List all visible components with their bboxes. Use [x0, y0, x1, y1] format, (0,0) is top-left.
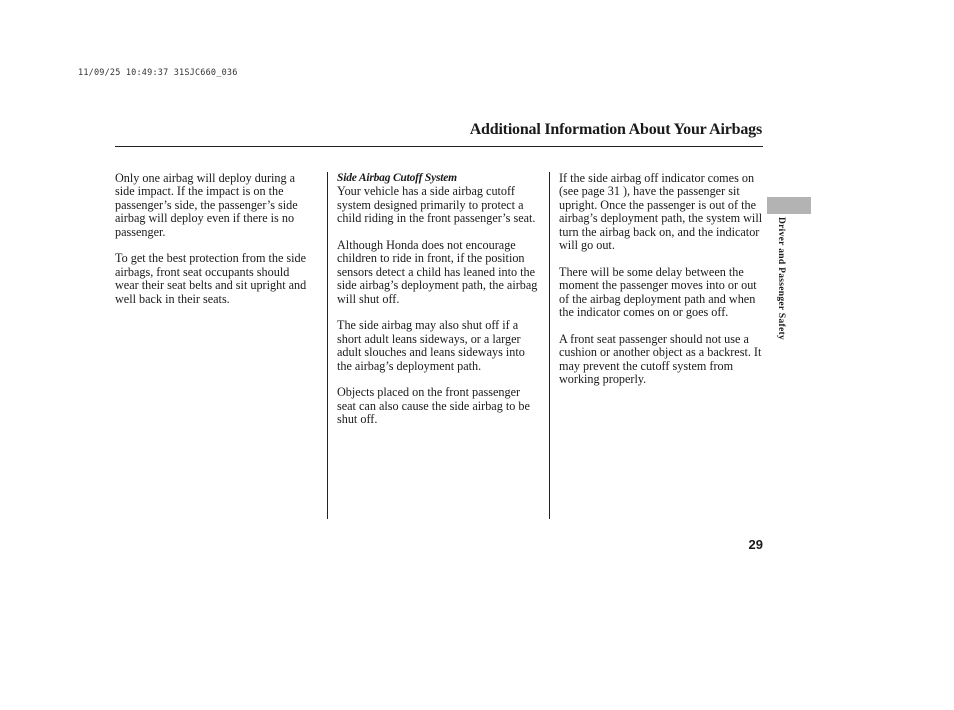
paragraph: The side airbag may also shut off if a short adult leans sideways, or a larger adult slouches and leans sideways into the airbag’s deployment path.: [337, 318, 525, 373]
section-side-label: Driver and Passenger Safety: [776, 217, 786, 341]
paragraph: There will be some delay between the moment the passenger moves into or out of the airbag deployment path and when the indicator comes on or goes off.: [559, 264, 757, 320]
column-divider: [549, 172, 550, 519]
column-left: [115, 172, 315, 319]
paragraph: Only one airbag will deploy during a side impact. If the impact is on the passenger’s side, the passenger’s side airbag will deploy even if there is no passenger.: [115, 171, 298, 239]
column-right: [559, 172, 764, 400]
paragraph: If the side airbag off indicator comes on (see page 31 ), have the passenger sit upright. Once the passenger is out of the airbag’s deployment path, the system will turn the airbag back on, and the indicator will go out.: [559, 171, 763, 253]
paragraph: Although Honda does not encourage children to ride in front, if the position sensors detect a child has leaned into the side airbag’s deployment path, the airbag will shut off.: [337, 238, 538, 306]
section-subheading: Side Airbag Cutoff System: [337, 172, 457, 184]
paragraph: To get the best protection from the side airbags, front seat occupants should wear their seat belts and sit upright and well back in their seats.: [115, 251, 307, 306]
section-tab: [767, 197, 811, 214]
paragraph: A front seat passenger should not use a cushion or another object as a backrest. It may prevent the cutoff system from working properly.: [559, 331, 762, 387]
print-timestamp: 11/09/25 10:49:37 31SJC660_036: [78, 68, 238, 78]
page-title: Additional Information About Your Airbags: [469, 121, 762, 138]
paragraph: Objects placed on the front passenger seat can also cause the side airbag to be shut off.: [337, 385, 530, 427]
paragraph: Your vehicle has a side airbag cutoff system designed primarily to protect a child riding in the front passenger’s seat.: [337, 184, 536, 226]
column-divider: [327, 172, 328, 519]
title-divider: [115, 146, 763, 147]
page-number: 29: [748, 537, 763, 552]
column-middle: [337, 172, 542, 440]
